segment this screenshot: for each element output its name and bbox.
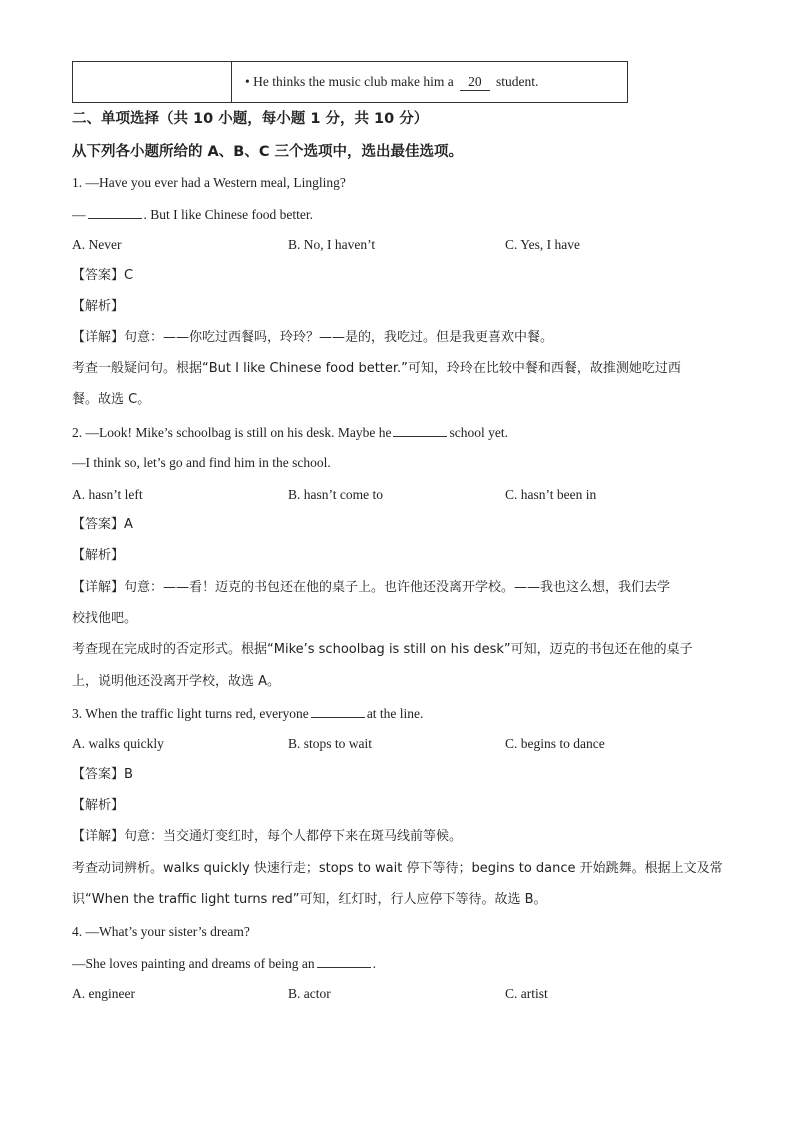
answer-label: 【答案】 xyxy=(72,517,125,532)
q2-detail-line-1: 【详解】句意：——看！迈克的书包还在他的桌子上。也许他还没离开学校。——我也这么想，我们去学 xyxy=(72,580,671,595)
q2-exam-line-1: 考查现在完成时的否定形式。根据“Mike’s schoolbag is still on his desk”可知，迈克的书包还在他的桌子 xyxy=(72,642,693,657)
q1-reply xyxy=(72,205,313,224)
q2-blank xyxy=(393,423,447,437)
q3-analysis-label: 【解析】 xyxy=(72,798,125,813)
q2-detail-line-2: 校找他吧。 xyxy=(72,611,138,626)
q1-option-a: A. Never xyxy=(72,237,122,252)
answer-value: C xyxy=(124,268,134,283)
table-text-before: He thinks the music club make him a xyxy=(253,74,454,89)
q1-reply-prefix: — xyxy=(72,207,86,222)
q4-blank xyxy=(317,954,371,968)
q1-option-c: C. Yes, I have xyxy=(505,237,581,252)
bullet: • xyxy=(245,74,250,89)
section-instruction: 从下列各小题所给的 A、B、C 三个选项中，选出最佳选项。 xyxy=(72,144,464,160)
q4-option-b: B. actor xyxy=(288,986,331,1001)
q3-blank xyxy=(311,704,365,718)
q3-exam-line-2: 识“When the traffic light turns red”可知，红灯时，行人应停下等待。故选 B。 xyxy=(72,892,547,907)
q1-blank xyxy=(88,205,142,219)
answer-value: A xyxy=(124,517,133,532)
vocab-table-row xyxy=(72,61,628,103)
q1-analysis-label: 【解析】 xyxy=(72,299,125,314)
q2-analysis-label: 【解析】 xyxy=(72,548,125,563)
q3-answer xyxy=(72,766,133,784)
q4-stem: 4. —What’s your sister’s dream? xyxy=(72,924,250,939)
q2-option-c: C. hasn’t been in xyxy=(505,487,597,502)
q3-option-a: A. walks quickly xyxy=(72,736,164,751)
q2-exam-line-2: 上，说明他还没离开学校，故选 A。 xyxy=(72,674,281,689)
table-cell xyxy=(245,74,538,91)
q2-stem-before: 2. —Look! Mike’s schoolbag is still on his desk. Maybe he xyxy=(72,425,392,440)
q2-stem-after: school yet. xyxy=(449,425,508,440)
q3-option-b: B. stops to wait xyxy=(288,736,373,751)
table-divider xyxy=(231,62,232,102)
answer-value: B xyxy=(124,767,133,782)
q3-stem-before: 3. When the traffic light turns red, everyone xyxy=(72,706,309,721)
table-answer: 20 xyxy=(460,74,490,91)
q4-reply xyxy=(72,954,376,973)
q1-answer xyxy=(72,267,133,285)
q1-exam-line-2: 餐。故选 C。 xyxy=(72,392,151,407)
table-text-after: student. xyxy=(495,74,539,89)
q1-stem: 1. —Have you ever had a Western meal, Lingling? xyxy=(72,175,346,190)
q1-detail: 【详解】句意：——你吃过西餐吗，玲玲？——是的，我吃过。但是我更喜欢中餐。 xyxy=(72,330,554,345)
q2-option-b: B. hasn’t come to xyxy=(288,487,383,502)
q3-stem-after: at the line. xyxy=(366,706,424,721)
section-heading: 二、单项选择（共 10 小题，每小题 1 分，共 10 分） xyxy=(72,111,429,127)
q1-option-b: B. No, I haven’t xyxy=(288,237,376,252)
q4-reply-before: —She loves painting and dreams of being an xyxy=(72,956,315,971)
answer-label: 【答案】 xyxy=(72,268,125,283)
q2-option-a: A. hasn’t left xyxy=(72,487,143,502)
q2-answer xyxy=(72,516,133,534)
q4-option-c: C. artist xyxy=(505,986,548,1001)
q4-reply-after: . xyxy=(372,956,376,971)
q3-option-c: C. begins to dance xyxy=(505,736,605,751)
q1-exam-line-1: 考查一般疑问句。根据“But I like Chinese food better.”可知，玲玲在比较中餐和西餐，故推测她吃过西 xyxy=(72,361,681,376)
answer-label: 【答案】 xyxy=(72,767,125,782)
q3-stem xyxy=(72,704,423,723)
q3-exam-line-1: 考查动词辨析。walks quickly 快速行走；stops to wait 停下等待；begins to dance 开始跳舞。根据上文及常 xyxy=(72,861,723,876)
q3-detail: 【详解】句意：当交通灯变红时，每个人都停下来在斑马线前等候。 xyxy=(72,829,463,844)
q4-option-a: A. engineer xyxy=(72,986,135,1001)
q1-reply-suffix: . But I like Chinese food better. xyxy=(143,207,313,222)
q2-reply: —I think so, let’s go and find him in the school. xyxy=(72,455,331,470)
q2-stem xyxy=(72,423,508,442)
